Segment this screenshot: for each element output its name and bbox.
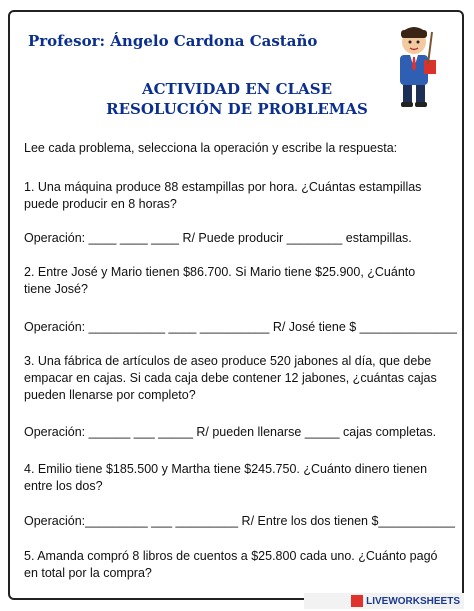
problem-3: 3. Una fábrica de artículos de aseo produce 520 jabones al día, que debe empacar en cajas. Si cada caja debe contener 12 jabones, ¿cuántas cajas pueden llenarse por completo? xyxy=(24,354,437,402)
operation-line-3[interactable]: Operación: ______ ___ _____ R/ pueden llenarse _____ cajas completas. xyxy=(24,425,437,439)
operation-line-4[interactable]: Operación:_________ ___ _________ R/ Entre los dos tienen $___________ xyxy=(24,514,455,528)
watermark xyxy=(304,593,464,609)
liveworksheets-logo-icon xyxy=(351,595,363,607)
problem-2: 2. Entre José y Mario tienen $86.700. Si Mario tiene $25.900, ¿Cuánto tiene José? xyxy=(24,265,416,296)
operation-line-2[interactable]: Operación: ___________ ____ __________ R/ José tiene $ ______________ xyxy=(24,320,458,334)
problem-5: 5. Amanda compró 8 libros de cuentos a $25.800 cada uno. ¿Cuánto pagó en total por la compra? xyxy=(24,549,438,580)
instructions: Lee cada problema, selecciona la operación y escribe la respuesta: xyxy=(24,141,398,155)
problem-1: 1. Una máquina produce 88 estampillas por hora. ¿Cuántas estampillas puede producir en 8 horas? xyxy=(24,180,422,211)
problem-4: 4. Emilio tiene $185.500 y Martha tiene $245.750. ¿Cuánto dinero tienen entre los dos? xyxy=(24,462,428,493)
activity-subtitle: RESOLUCIÓN DE PROBLEMAS xyxy=(106,100,368,118)
operation-line-1[interactable]: Operación: ____ ____ ____ R/ Puede producir ________ estampillas. xyxy=(24,231,412,245)
teacher-name: Profesor: Ángelo Cardona Castaño xyxy=(28,32,318,50)
activity-title: ACTIVIDAD EN CLASE xyxy=(141,80,333,98)
watermark-text: LIVEWORKSHEETS xyxy=(366,595,460,607)
